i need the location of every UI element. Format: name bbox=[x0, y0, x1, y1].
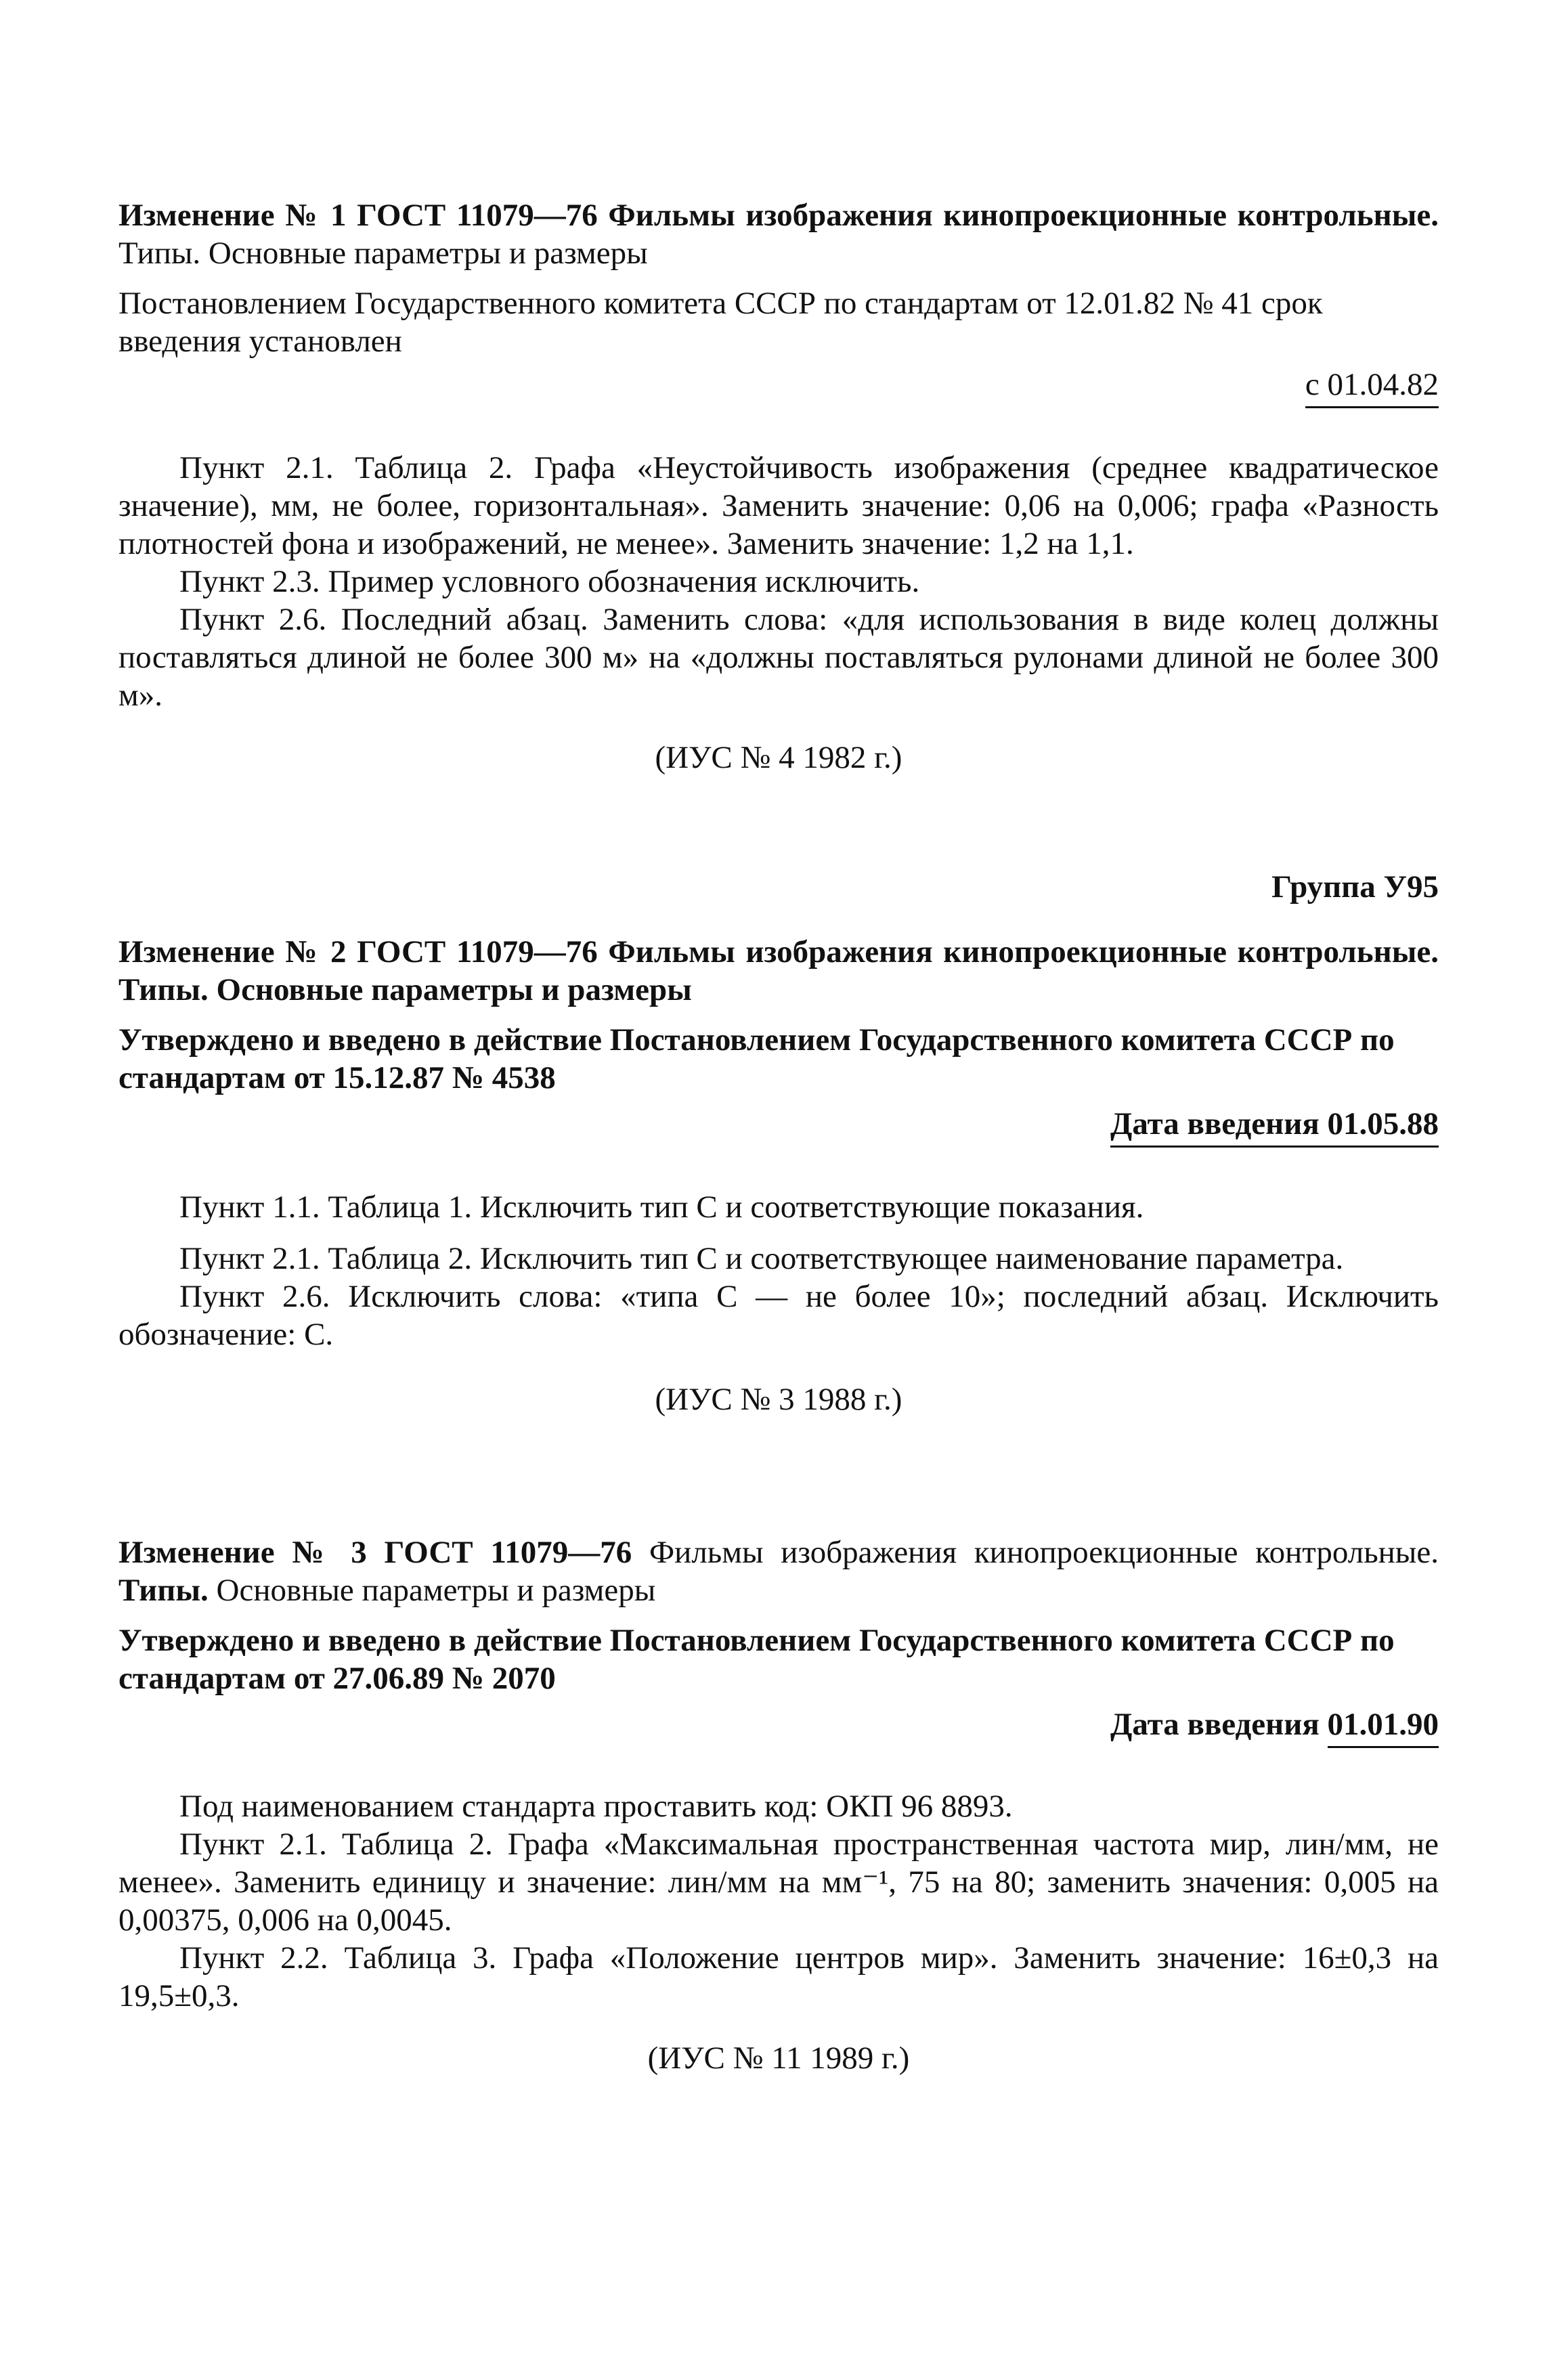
amendment-1-source: (ИУС № 4 1982 г.) bbox=[655, 740, 902, 775]
amendment-3-date-line bbox=[118, 1705, 1439, 1748]
amendment-2-title: Изменение № 2 ГОСТ 11079—76 Фильмы изображения кинопроекционные контрольные. Типы. Основные параметры и размеры bbox=[118, 934, 1439, 1007]
amendment-3-intro: Утверждено и введено в действие Постановлением Государственного комитета СССР по стандартам от 27.06.89 № 2070 bbox=[118, 1623, 1395, 1696]
amendment-1-paragraph-2: Пункт 2.3. Пример условного обозначения исключить. bbox=[179, 564, 920, 599]
amendment-2-source: (ИУС № 3 1988 г.) bbox=[655, 1382, 902, 1417]
amendment-3-source: (ИУС № 11 1989 г.) bbox=[647, 2041, 910, 2076]
amendment-3-paragraphs bbox=[118, 1787, 1439, 2015]
group-label: Группа У95 bbox=[1271, 869, 1439, 904]
amendment-1-title-main: Изменение № 1 ГОСТ 11079—76 Фильмы изображения кинопроекционные контрольные. bbox=[118, 198, 1439, 233]
amendment-1 bbox=[118, 196, 1439, 777]
amendment-2-paragraph-1: Пункт 1.1. Таблица 1. Исключить тип С и соответствующие показания. bbox=[179, 1190, 1144, 1225]
document-page bbox=[118, 196, 1439, 2077]
amendment-3-title-number: Изменение № 3 ГОСТ 11079—76 bbox=[118, 1535, 632, 1570]
amendment-3-date-label: Дата введения bbox=[1110, 1707, 1320, 1742]
amendment-2-intro: Утверждено и введено в действие Постановлением Государственного комитета СССР по стандартам от 15.12.87 № 4538 bbox=[118, 1022, 1395, 1095]
amendment-1-paragraphs bbox=[118, 449, 1439, 714]
amendment-1-intro: Постановлением Государственного комитета СССР по стандартам от 12.01.82 № 41 срок введения установлен bbox=[118, 286, 1323, 359]
amendment-1-date-line bbox=[118, 366, 1439, 408]
amendment-3-paragraph-2: Пункт 2.1. Таблица 2. Графа «Максимальная пространственная частота мир, лин/мм, не менее». Заменить единицу и значение: лин/мм на мм⁻¹, 75 на 80; заменить значения: 0,005 на 0,00375, 0,006 на 0,0045. bbox=[118, 1827, 1439, 1938]
amendment-3-paragraph-3: Пункт 2.2. Таблица 3. Графа «Положение центров мир». Заменить значение: 16±0,3 на 19,5±0,3. bbox=[118, 1940, 1439, 2013]
amendment-3-title-types: Типы. bbox=[118, 1573, 209, 1608]
amendment-1-title-sub: Типы. Основные параметры и размеры bbox=[118, 236, 648, 271]
amendment-2-paragraphs bbox=[118, 1188, 1439, 1353]
amendment-3 bbox=[118, 1533, 1439, 2077]
amendment-3-title-params: Основные параметры и размеры bbox=[216, 1573, 656, 1608]
amendment-2-paragraph-2: Пункт 2.1. Таблица 2. Исключить тип С и соответствующее наименование параметра. bbox=[179, 1241, 1344, 1276]
amendment-2-paragraph-3: Пункт 2.6. Исключить слова: «типа С — не более 10»; последний абзац. Исключить обозначение: С. bbox=[118, 1279, 1439, 1352]
amendment-2-date-line bbox=[118, 1105, 1439, 1148]
amendment-2-date: Дата введения 01.05.88 bbox=[1110, 1105, 1439, 1148]
amendment-3-title-name: Фильмы изображения кинопроекционные контрольные. bbox=[649, 1535, 1439, 1570]
amendment-1-paragraph-1: Пункт 2.1. Таблица 2. Графа «Неустойчивость изображения (среднее квадратическое значение), мм, не более, горизонтальная». Заменить значение: 0,06 на 0,006; графа «Разность плотностей фона и изображений, не менее». Заменить значение: 1,2 на 1,1. bbox=[118, 450, 1439, 561]
amendment-3-date-value: 01.01.90 bbox=[1328, 1705, 1439, 1748]
amendment-3-title bbox=[118, 1533, 1439, 1609]
amendment-1-date: с 01.04.82 bbox=[1305, 366, 1439, 408]
amendment-2 bbox=[118, 933, 1439, 1418]
amendment-3-paragraph-1: Под наименованием стандарта проставить код: ОКП 96 8893. bbox=[179, 1789, 1013, 1824]
amendment-1-paragraph-3: Пункт 2.6. Последний абзац. Заменить слова: «для использования в виде колец должны поставляться длиной не более 300 м» на «должны поставляться рулонами длиной не более 300 м». bbox=[118, 602, 1439, 713]
amendment-1-title bbox=[118, 196, 1439, 272]
